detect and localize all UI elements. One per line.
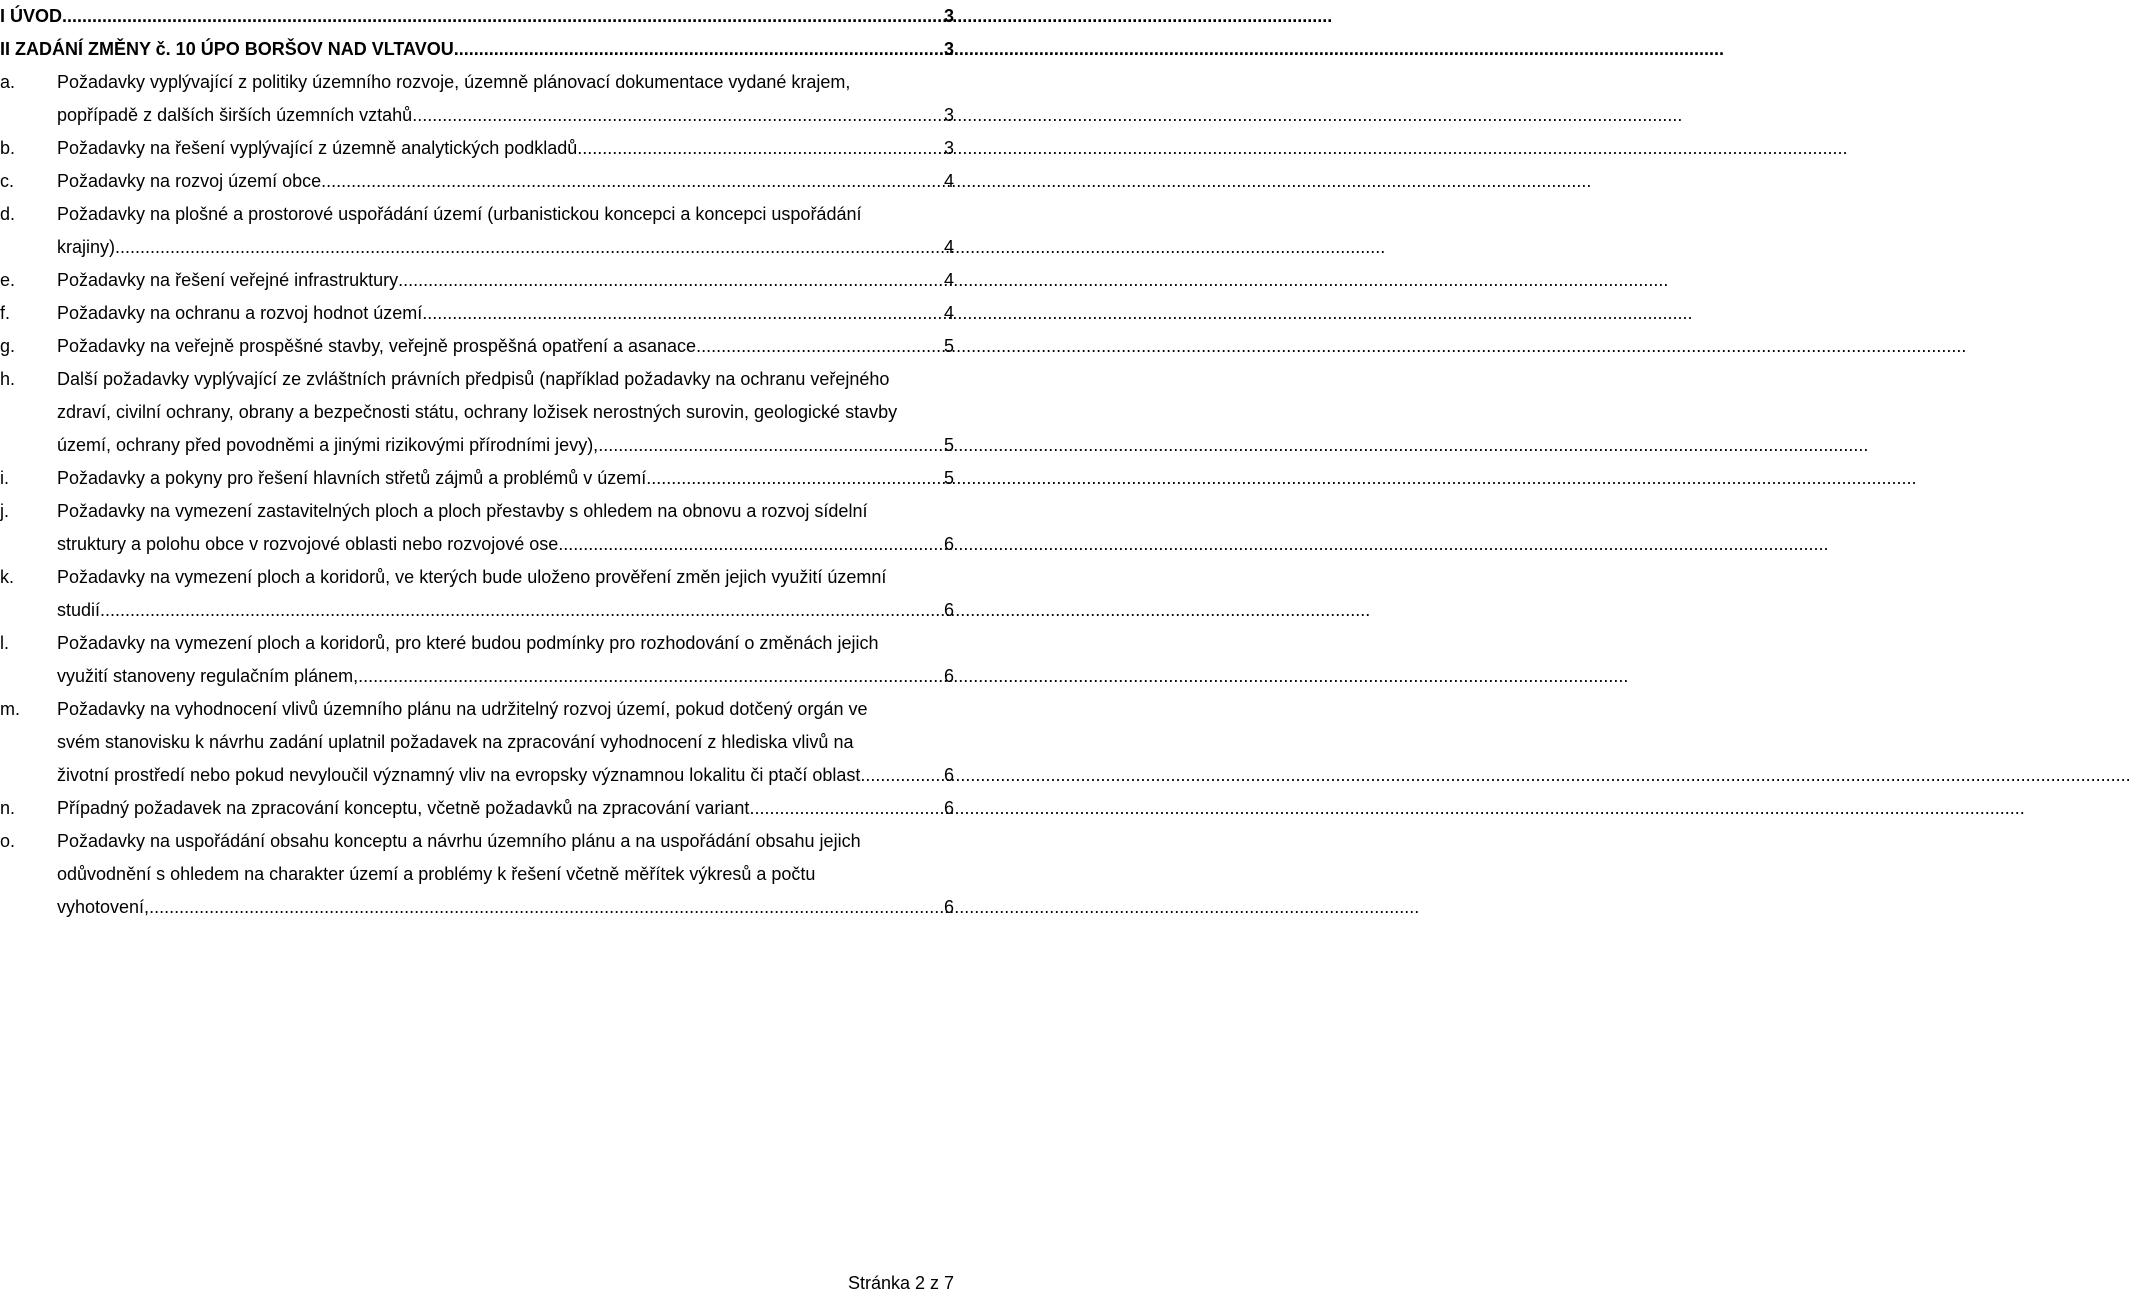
toc-entry-label: h. [0, 369, 16, 389]
toc-entry-b[interactable] [0, 132, 954, 165]
toc-page-number: 4 [943, 171, 954, 191]
toc-entry-label: c. [0, 171, 15, 191]
toc-page-number: 6 [943, 897, 954, 917]
toc-page-number: 6 [943, 765, 954, 785]
toc-entry-text: popřípadě z dalších širších územních vztahů [57, 105, 413, 125]
toc-entry-f[interactable] [0, 297, 954, 330]
toc-entry-text: Požadavky na veřejně prospěšné stavby, veřejně prospěšná opatření a asanace [57, 336, 697, 356]
toc-entry-label: o. [0, 831, 16, 851]
toc-leader-dots [149, 891, 942, 924]
toc-entry-text: Požadavky na plošné a prostorové uspořádání území (urbanistickou koncepci a koncepci uspořádání [57, 204, 862, 224]
toc-entry-l[interactable] [0, 627, 960, 693]
toc-entry-g[interactable] [0, 330, 954, 363]
toc-entry-text: Požadavky na řešení vyplývající z územně analytických podkladů [57, 138, 578, 158]
toc-entry-label: l. [0, 633, 9, 653]
toc-page-number: 5 [943, 435, 954, 455]
toc-entry-label: j. [0, 501, 9, 521]
toc-leader-dots [598, 429, 942, 462]
toc-leader-dots [422, 297, 942, 330]
toc-entry-o[interactable] [0, 825, 960, 924]
toc-page-number: 3 [943, 6, 954, 26]
toc-page-number: 6 [943, 666, 954, 686]
toc-entry-n[interactable] [0, 792, 954, 825]
toc-leader-dots [321, 165, 942, 198]
toc-entry-label: e. [0, 270, 16, 290]
toc-leader-dots [696, 330, 942, 363]
toc-page-number: 3 [943, 105, 954, 125]
toc-leader-dots [454, 33, 942, 66]
toc-leader-dots [358, 660, 942, 693]
toc-entry-label: a. [0, 72, 16, 92]
toc-page-number: 3 [943, 39, 954, 59]
toc-entry-text: Případný požadavek na zpracování konceptu, včetně požadavků na zpracování variant. [57, 798, 755, 818]
toc-entry-text: Požadavky vyplývající z politiky územního rozvoje, územně plánovací dokumentace vydané krajem, [57, 72, 851, 92]
toc-entry-d[interactable] [0, 198, 960, 264]
toc-entry-label: g. [0, 336, 16, 356]
toc-entry-text: odůvodnění s ohledem na charakter území a problémy k řešení včetně měřítek výkresů a počtu [57, 864, 816, 884]
toc-entry-text: Požadavky na vymezení zastavitelných ploch a ploch přestavby s ohledem na obnovu a rozvoj sídelní [57, 501, 868, 521]
toc-entry-text: struktury a polohu obce v rozvojové oblasti nebo rozvojové ose [57, 534, 559, 554]
toc-entry-c[interactable] [0, 165, 954, 198]
toc-entry-text: území, ochrany před povodněmi a jinými rizikovými přírodními jevy), [57, 435, 599, 455]
toc-entry-h[interactable] [0, 363, 960, 462]
toc-page-number: 3 [943, 138, 954, 158]
toc-entry-k[interactable] [0, 561, 960, 627]
toc-page-number: 6 [943, 798, 954, 818]
toc-leader-dots [62, 0, 942, 33]
toc-leader-dots [412, 99, 942, 132]
toc-entry-text: krajiny) [57, 237, 116, 257]
toc-page-number: 6 [943, 600, 954, 620]
toc-page-number: 4 [943, 237, 954, 257]
table-of-contents [0, 0, 960, 924]
toc-entry-text: Požadavky na řešení veřejné infrastruktury [57, 270, 399, 290]
toc-entry-text: Požadavky na vyhodnocení vlivů územního plánu na udržitelný rozvoj území, pokud dotčený orgán ve [57, 699, 868, 719]
toc-entry-label: k. [0, 567, 15, 587]
toc-entry-text: Požadavky na rozvoj území obce [57, 171, 322, 191]
toc-entry-i[interactable] [0, 462, 954, 495]
toc-leader-dots [754, 792, 942, 825]
toc-entry-text: Požadavky na uspořádání obsahu konceptu a návrhu územního plánu a na uspořádání obsahu jejich [57, 831, 861, 851]
toc-entry-text: Požadavky na vymezení ploch a koridorů, ve kterých bude uloženo prověření změn jejich využití územní [57, 567, 887, 587]
page-footer: Stránka 2 z 7 [847, 1273, 954, 1293]
toc-entry-text: životní prostředí nebo pokud nevyloučil významný vliv na evropsky významnou lokalitu či ptačí oblast [57, 765, 861, 785]
toc-entry-text: Požadavky a pokyny pro řešení hlavních střetů zájmů a problémů v území [57, 468, 647, 488]
toc-leader-dots [398, 264, 942, 297]
toc-entry-a[interactable] [0, 66, 960, 132]
toc-page-number: 5 [943, 468, 954, 488]
toc-entry-label: n. [0, 798, 16, 818]
toc-leader-dots [860, 759, 942, 792]
toc-page-number: 5 [943, 336, 954, 356]
toc-leader-dots [100, 594, 942, 627]
toc-entry-label: d. [0, 204, 16, 224]
toc-leader-dots [115, 231, 942, 264]
toc-entry-text: využití stanoveny regulačním plánem, [57, 666, 359, 686]
toc-entry-e[interactable] [0, 264, 954, 297]
toc-entry-text: studií [57, 600, 101, 620]
toc-entry-text: Požadavky na vymezení ploch a koridorů, pro které budou podmínky pro rozhodování o změnách jejich [57, 633, 879, 653]
toc-page-number: 4 [943, 303, 954, 323]
toc-entry-label: i. [0, 468, 9, 488]
toc-page-number: 4 [943, 270, 954, 290]
toc-entry-zadani[interactable] [0, 33, 954, 66]
toc-entry-text: I ÚVOD [0, 6, 63, 26]
toc-entry-text: Požadavky na ochranu a rozvoj hodnot území [57, 303, 423, 323]
toc-entry-label: f. [0, 303, 11, 323]
toc-entry-text: vyhotovení, [57, 897, 150, 917]
toc-leader-dots [577, 132, 942, 165]
toc-entry-label: m. [0, 699, 20, 719]
toc-entry-text: Další požadavky vyplývající ze zvláštních právních předpisů (například požadavky na ochranu veřejného [57, 369, 890, 389]
toc-leader-dots [558, 528, 942, 561]
toc-entry-label: b. [0, 138, 16, 158]
toc-page-number: 6 [943, 534, 954, 554]
toc-leader-dots [646, 462, 942, 495]
toc-entry-uvod[interactable] [0, 0, 954, 33]
toc-entry-text: zdraví, civilní ochrany, obrany a bezpečnosti státu, ochrany ložisek nerostných surovin, geologické stavby [57, 402, 898, 422]
toc-entry-j[interactable] [0, 495, 960, 561]
toc-entry-m[interactable] [0, 693, 960, 792]
toc-entry-text: II ZADÁNÍ ZMĚNY č. 10 ÚPO BORŠOV NAD VLTAVOU [0, 39, 454, 59]
toc-entry-text: svém stanovisku k návrhu zadání uplatnil požadavek na zpracování vyhodnocení z hlediska vlivů na [57, 732, 854, 752]
